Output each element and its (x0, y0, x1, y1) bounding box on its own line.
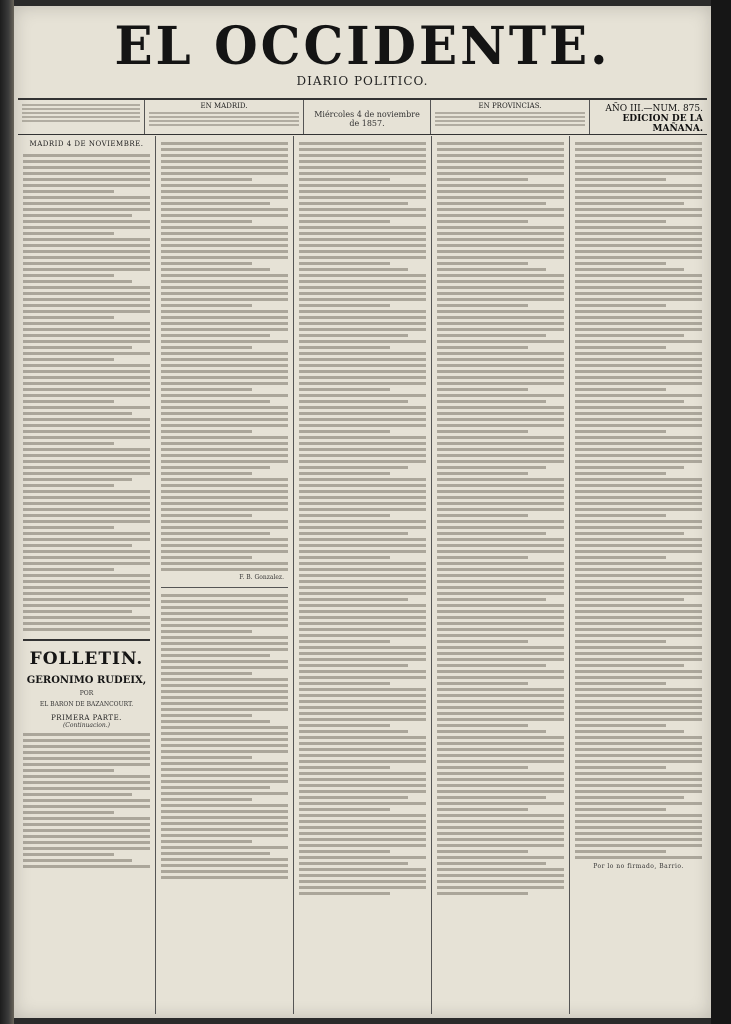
article-text (161, 594, 288, 879)
folletin-text (23, 733, 150, 868)
subscription-info-bar (18, 98, 707, 135)
article-text (23, 154, 150, 631)
column-1 (18, 136, 156, 1014)
article-text (299, 142, 426, 895)
newspaper-page (14, 6, 711, 1018)
folletin-author: EL BARON DE BAZANCOURT. (39, 701, 134, 708)
column-3 (294, 136, 432, 1014)
divider (161, 587, 288, 588)
folletin-title: FOLLETIN. (29, 649, 144, 669)
masthead (24, 16, 701, 102)
article-dateline: MADRID 4 DE NOVIEMBRE. (29, 140, 144, 148)
folletin-novel-title: GERONIMO RUDEIX, (26, 675, 147, 686)
article-text (575, 142, 702, 859)
edition-label: EDICION DE LA MAÑANA. (622, 114, 703, 134)
article-text (437, 142, 564, 895)
issue-number: AÑO III.—NUM. 875. (605, 104, 703, 114)
article-columns (18, 136, 707, 1014)
issue-date: Miércoles 4 de noviembre de 1857. (314, 110, 420, 128)
newspaper-subtitle: DIARIO POLITICO. (296, 74, 429, 88)
folletin-section (23, 639, 150, 868)
column-2 (156, 136, 294, 1014)
info-column-madrid (145, 100, 304, 134)
newspaper-title: EL OCCIDENTE. (114, 14, 611, 77)
column-4 (432, 136, 570, 1014)
info-column-issue (590, 100, 707, 134)
end-note: Por lo no firmado, Barrio. (593, 863, 684, 870)
article-signature: F. B. Gonzalez. (239, 574, 284, 581)
folletin-part: PRIMERA PARTE. (51, 714, 122, 722)
madrid-heading: EN MADRID. (200, 102, 248, 110)
folletin-continuation: (Continuacion.) (62, 722, 111, 729)
info-column-notes (18, 100, 145, 134)
info-column-provincias (431, 100, 590, 134)
book-binding (0, 0, 14, 1024)
article-text (161, 142, 288, 571)
info-column-date (304, 100, 431, 134)
dark-background-edge (711, 0, 731, 1024)
folletin-by: POR (79, 690, 94, 697)
column-5 (570, 136, 707, 1014)
provincias-heading: EN PROVINCIAS. (478, 102, 542, 110)
